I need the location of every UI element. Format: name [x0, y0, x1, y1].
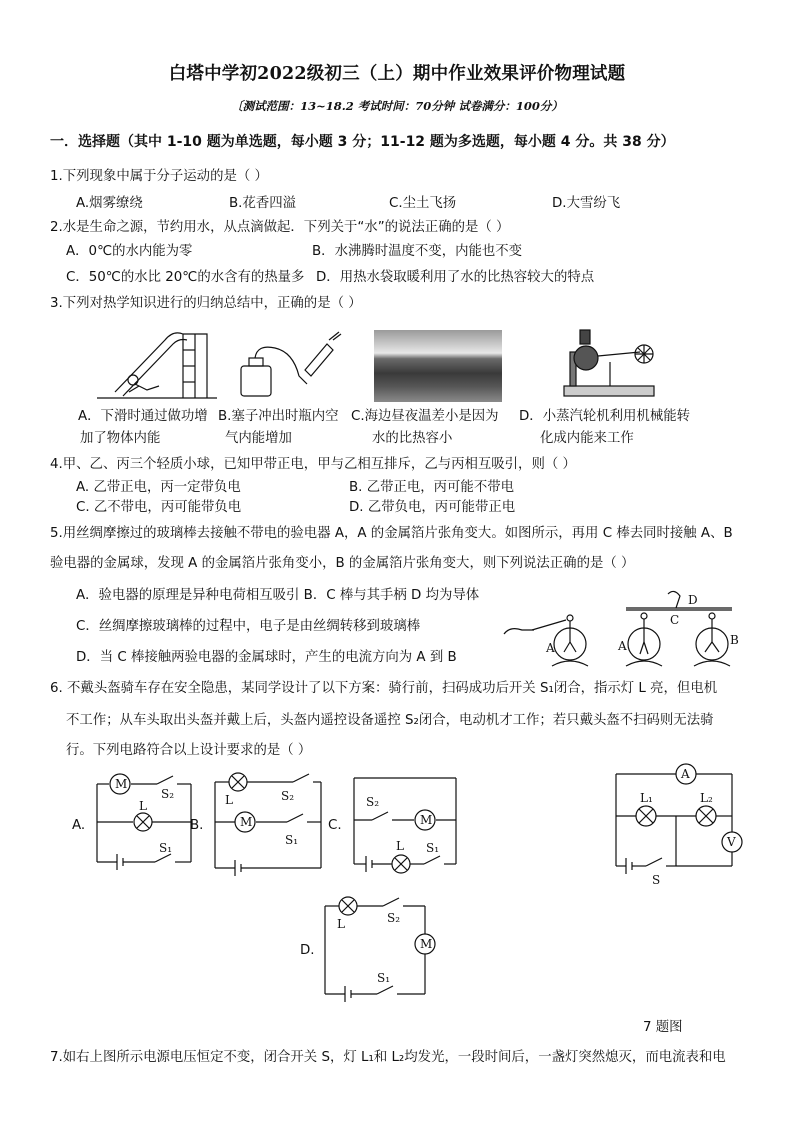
q3-option-c-line1: C.海边昼夜温差小是因为: [351, 409, 499, 424]
q7-stem: 7.如右上图所示电源电压恒定不变，闭合开关 S，灯 L₁和 L₂均发光，一段时间后，一盏灯突然熄灭，而电流表和电: [50, 1050, 726, 1065]
q3-option-b-line2: 气内能增加: [225, 431, 292, 446]
q4-option-c: C. 乙不带电，丙可能带负电: [76, 500, 242, 515]
q6-stem-line3: 行。下列电路符合以上设计要求的是（ ）: [66, 743, 312, 758]
circuit-d-s2-label: S₂: [387, 911, 401, 925]
q1-option-a: A.烟雾缭绕: [76, 196, 143, 211]
q1-option-d: D.大雪纷飞: [552, 196, 621, 211]
rod-label-d: D: [688, 593, 698, 607]
q6-stem-line1: 6. 不戴头盔骑车存在安全隐患，某同学设计了以下方案：骑行前，扫码成功后开关 S₁闭合，指示灯 L 亮，但电机: [50, 681, 718, 696]
steam-turbine-picture: [560, 322, 670, 402]
circuit-d-lamp-label: L: [337, 917, 345, 931]
q2-option-a: A．0℃的水内能为零: [66, 244, 193, 259]
q7-switch-label: S: [652, 873, 661, 887]
seaside-photo: [374, 330, 502, 402]
circuit-b-lamp-label: L: [225, 793, 233, 807]
q5-option-a: A．验电器的原理是异种电荷相互吸引 B．C 棒与其手柄 D 均为导体: [76, 588, 480, 603]
q5-stem-line2: 验电器的金属球，发现 A 的金属箔片张角变小，B 的金属箔片张角变大，则下列说法正确的是（ ）: [50, 556, 635, 571]
circuit-a-motor-label: M: [115, 777, 128, 791]
q7-l2-label: L₂: [700, 791, 713, 805]
exam-scope: 〔测试范围：13~18.2 考试时间：70分钟 试卷满分：100分）: [231, 99, 563, 113]
circuit-b: [213, 770, 325, 880]
q7-figure-caption: 7 题图: [643, 1020, 683, 1035]
circuit-a: [95, 772, 195, 878]
circuit-d-motor-label: M: [420, 937, 433, 951]
q4-option-d: D. 乙带负电，丙可能带正电: [349, 500, 516, 515]
q5-option-d: D．当 C 棒接触两验电器的金属球时，产生的电流方向为 A 到 B: [76, 650, 457, 665]
q1-option-b: B.花香四溢: [229, 196, 297, 211]
q4-option-a: A. 乙带正电，丙一定带负电: [76, 480, 241, 495]
slide-picture: [95, 320, 220, 402]
q4-option-b: B. 乙带正电，丙可能不带电: [349, 480, 514, 495]
rod-label-c: C: [670, 613, 680, 627]
electroscope-label-b: B: [730, 633, 739, 647]
circuit-c-motor-label: M: [420, 813, 433, 827]
q2-stem: 2.水是生命之源，节约用水，从点滴做起．下列关于“水”的说法正确的是（ ）: [50, 220, 510, 235]
circuit-a-s2-label: S₂: [161, 787, 175, 801]
q3-option-a-line1: A．下滑时通过做功增: [78, 409, 208, 424]
section-heading: 一．选择题（其中 1-10 题为单选题，每小题 3 分；11-12 题为多选题，每小题 4 分。共 38 分）: [50, 134, 675, 150]
circuit-a-label: A.: [72, 818, 86, 833]
q3-option-a-line2: 加了物体内能: [80, 431, 161, 446]
circuit-c: [352, 776, 460, 876]
exam-title: 白塔中学初2022级初三（上）期中作业效果评价物理试题: [168, 64, 626, 84]
q7-voltmeter-label: V: [727, 835, 736, 849]
circuit-a-lamp-label: L: [139, 799, 147, 813]
circuit-c-lamp-label: L: [396, 839, 404, 853]
q3-option-d-line2: 化成内能来工作: [540, 431, 634, 446]
q1-stem: 1.下列现象中属于分子运动的是（ ）: [50, 169, 268, 184]
q7-l1-label: L₁: [640, 791, 653, 805]
q3-option-c-line2: 水的比热容小: [372, 431, 453, 446]
circuit-d-label: D.: [300, 943, 315, 958]
bottle-cork-picture: [235, 330, 345, 400]
q4-stem: 4.甲、乙、丙三个轻质小球，已知甲带正电，甲与乙相互排斥，乙与丙相互吸引，则（ ）: [50, 457, 576, 472]
q3-stem: 3.下列对热学知识进行的归纳总结中，正确的是（ ）: [50, 296, 362, 311]
q5-option-c: C．丝绸摩擦玻璃棒的过程中，电子是由丝绸转移到玻璃棒: [76, 619, 421, 634]
q1-option-c: C.尘土飞扬: [389, 196, 457, 211]
circuit-b-s1-label: S₁: [285, 833, 299, 847]
circuit-b-label: B.: [190, 818, 204, 833]
electroscope-figure: [502, 586, 742, 670]
q2-option-d: D．用热水袋取暖利用了水的比热容较大的特点: [316, 270, 595, 285]
circuit-c-s1-label: S₁: [426, 841, 440, 855]
q6-stem-line2: 不工作；从车头取出头盔并戴上后，头盔内遥控设备遥控 S₂闭合，电动机才工作；若只戴头盔不扫码则无法骑: [66, 713, 714, 728]
q5-stem-line1: 5.用丝绸摩擦过的玻璃棒去接触不带电的验电器 A，A 的金属箔片张角变大。如图所示，再用 C 棒去同时接触 A、B: [50, 526, 733, 541]
circuit-d: [323, 894, 435, 1002]
circuit-b-s2-label: S₂: [281, 789, 295, 803]
circuit-c-label: C.: [328, 818, 342, 833]
circuit-c-s2-label: S₂: [366, 795, 380, 809]
electroscope-label-a1: A: [546, 641, 555, 655]
q2-option-c: C．50℃的水比 20℃的水含有的热量多: [66, 270, 305, 285]
circuit-b-motor-label: M: [240, 815, 253, 829]
circuit-d-s1-label: S₁: [377, 971, 391, 985]
q7-circuit-figure: [612, 762, 744, 886]
q2-option-b: B．水沸腾时温度不变，内能也不变: [312, 244, 523, 259]
q3-option-b-line1: B.塞子冲出时瓶内空: [218, 409, 339, 424]
q3-option-d-line1: D．小蒸汽轮机利用机械能转: [519, 409, 690, 424]
electroscope-label-a2: A: [618, 639, 627, 653]
q7-ammeter-label: A: [681, 767, 690, 781]
circuit-a-s1-label: S₁: [159, 841, 173, 855]
